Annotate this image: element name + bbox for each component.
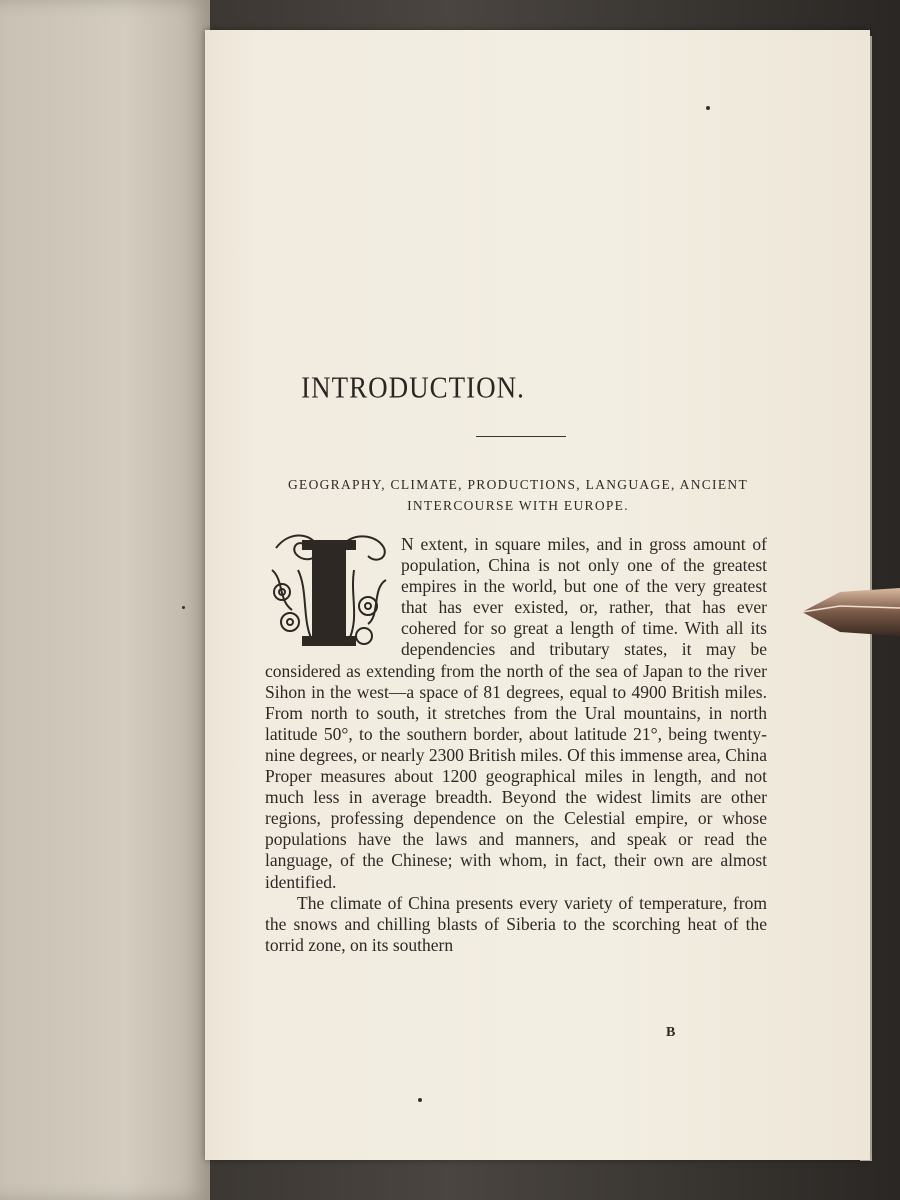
paragraph-2: The climate of China presents every variety of temperature, from the snows and chilling blasts of Siberia to the scorching heat of the torrid zone, on its southern [265, 892, 767, 955]
left-page-bleed-through [0, 520, 210, 560]
title-rule [476, 436, 566, 437]
pen-nib-icon [800, 586, 900, 638]
paper-speck [182, 606, 185, 609]
chapter-subtitle [268, 474, 768, 516]
subtitle-line-2: INTERCOURSE WITH EUROPE. [407, 498, 629, 513]
left-page [0, 0, 210, 1200]
paper-speck [418, 1098, 422, 1102]
page-title: INTRODUCTION. [301, 369, 525, 405]
paper-speck [706, 106, 710, 110]
paragraph-1: N extent, in square miles, and in gross amount of population, China is not only one of the greatest empires in the world, but one of the very greatest that has ever existed, or, rather, that has ever cohered for so great a length of time. With all its dependencies and tributary states, it may be considered as extending from the north of the sea of Japan to the river Sihon in the west—a space of 81 degrees, equal to 4900 British miles. From north to south, it stretches from the Ural mountains, in north latitude 50°, to the southern border, about latitude 21°, being twenty-nine degrees, or nearly 2300 British miles. Of this immense area, China Proper measures about 1200 geographical miles in length, and not much less in average breadth. Beyond the widest limits are other regions, professing dependence on the Celestial empire, or whose populations have the laws and manners, and speak or read the language, of the Chinese; with whom, in fact, their own are almost identified. [265, 534, 767, 892]
subtitle-line-1: GEOGRAPHY, CLIMATE, PRODUCTIONS, LANGUAGE, ANCIENT [287, 477, 748, 492]
signature-mark: B [666, 1025, 676, 1040]
body-text [265, 534, 767, 956]
